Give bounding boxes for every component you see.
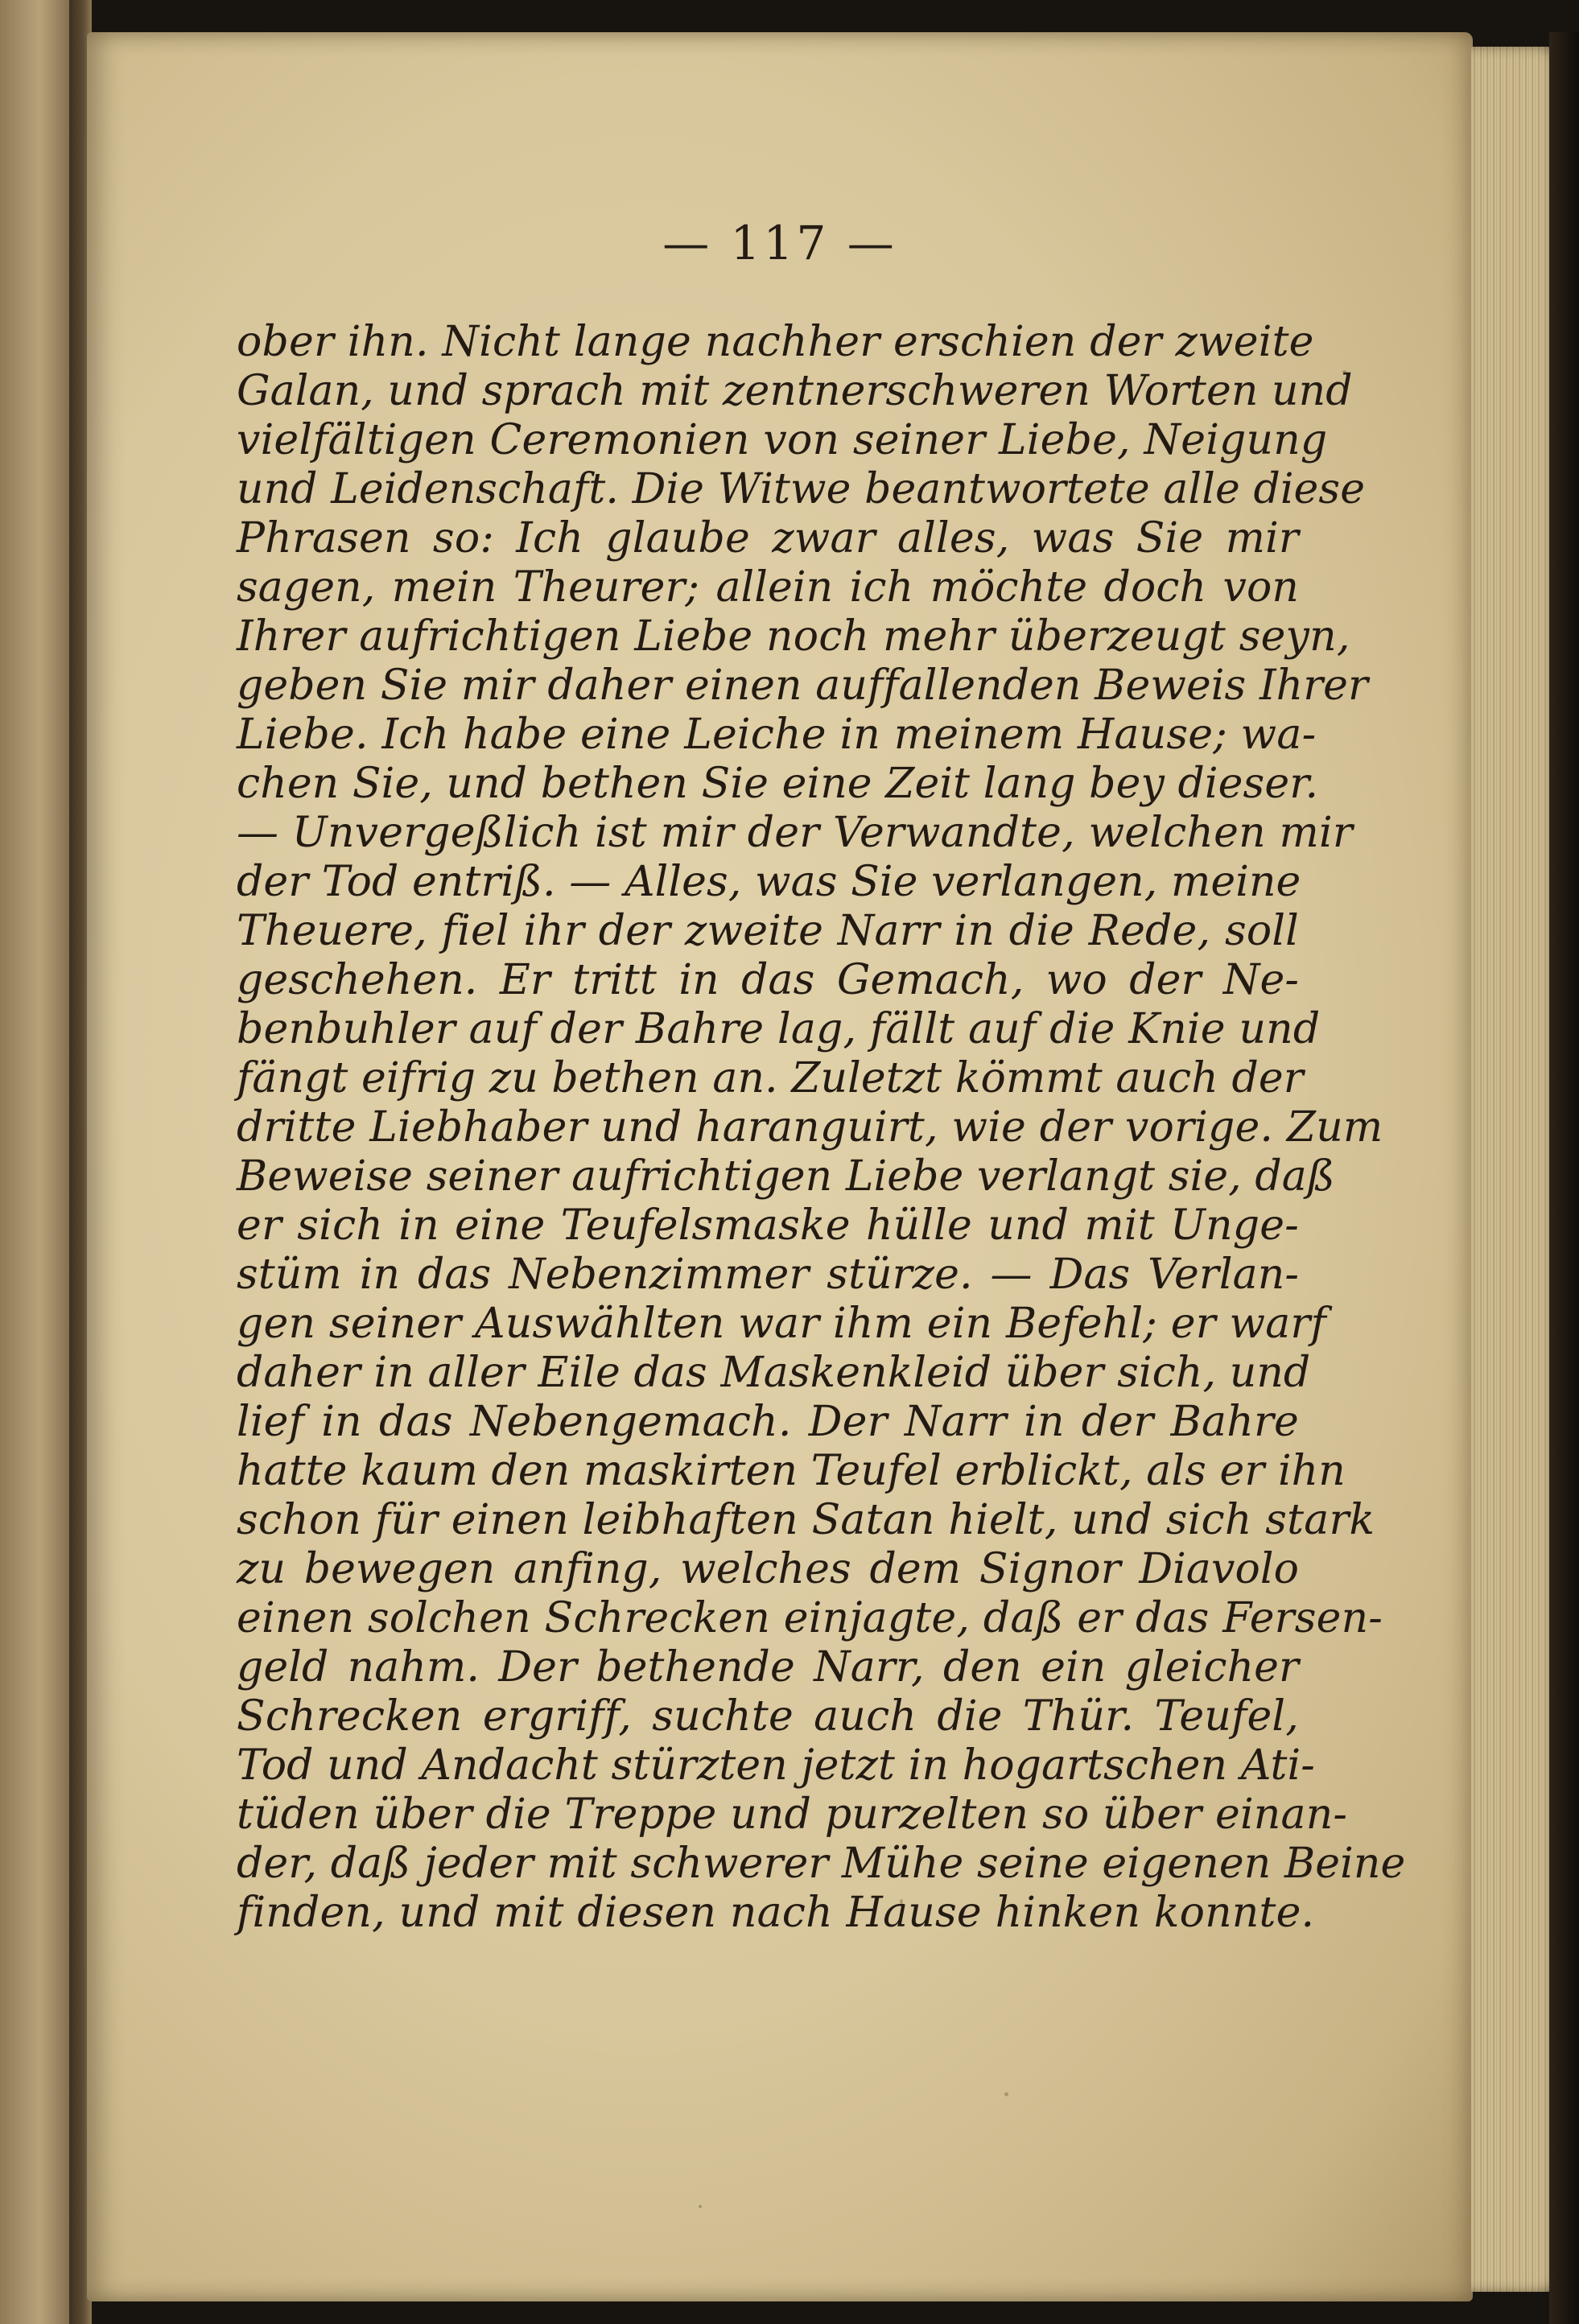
paper-speck — [699, 2205, 702, 2208]
text-line: Beweise seiner aufrichtigen Liebe verlangt sie, daß — [237, 1152, 1335, 1201]
text-line: stüm in das Nebenzimmer stürze. — Das Verlan- — [237, 1251, 1299, 1299]
text-line: Ihrer aufrichtigen Liebe noch mehr überzeugt seyn, — [237, 612, 1350, 661]
page-edges — [1471, 47, 1561, 2292]
text-line: zu bewegen anfing, welches dem Signor Diavolo — [237, 1545, 1299, 1593]
text-line: sagen, mein Theurer; allein ich möchte doch von — [237, 563, 1299, 612]
cover-shadow — [1549, 32, 1579, 2324]
paper-speck — [1004, 2092, 1008, 2096]
text-line: schon für einen leibhaften Satan hielt, und sich stark — [237, 1496, 1375, 1544]
paper-speck — [900, 1899, 903, 1904]
text-line: dritte Liebhaber und haranguirt, wie der vorige. Zum — [237, 1103, 1383, 1152]
text-line: Theuere, fiel ihr der zweite Narr in die Rede, soll — [237, 907, 1299, 955]
text-line: Schrecken ergriff, suchte auch die Thür. Teufel, — [237, 1692, 1299, 1741]
text-line: fängt eifrig zu bethen an. Zuletzt kömmt auch der — [237, 1054, 1304, 1102]
body-text — [237, 318, 1406, 1938]
text-line: geschehen. Er tritt in das Gemach, wo der Ne- — [237, 956, 1299, 1004]
text-line: finden, und mit diesen nach Hause hinken konnte. — [237, 1889, 1315, 1937]
text-line: vielfältigen Ceremonien von seiner Liebe, Neigung — [237, 416, 1328, 464]
text-line: ober ihn. Nicht lange nachher erschien der zweite — [237, 318, 1314, 366]
text-line: benbuhler auf der Bahre lag, fällt auf die Knie und — [237, 1005, 1321, 1053]
text-line: gen seiner Auswählten war ihm ein Befehl; er warf — [237, 1300, 1326, 1348]
text-line: hatte kaum den maskirten Teufel erblickt, als er ihn — [237, 1447, 1346, 1495]
text-line: daher in aller Eile das Maskenkleid über sich, und — [237, 1349, 1311, 1397]
text-line: einen solchen Schrecken einjagte, daß er das Fersen- — [237, 1594, 1383, 1642]
text-line: tüden über die Treppe und purzelten so über einan- — [237, 1790, 1348, 1839]
text-line: Galan, und sprach mit zentnerschweren Worten und — [237, 367, 1353, 415]
text-line: geben Sie mir daher einen auffallenden Beweis Ihrer — [237, 661, 1368, 710]
text-line: er sich in eine Teufelsmaske hülle und mit Unge- — [237, 1201, 1299, 1250]
page-number-header: — 117 — — [662, 216, 897, 270]
text-line: lief in das Nebengemach. Der Narr in der Bahre — [237, 1398, 1299, 1446]
text-line: Liebe. Ich habe eine Leiche in meinem Hause; wa- — [237, 711, 1317, 759]
book-page — [87, 32, 1473, 2301]
text-line: Phrasen so: Ich glaube zwar alles, was Sie mir — [237, 514, 1299, 562]
text-line: chen Sie, und bethen Sie eine Zeit lang bey dieser. — [237, 760, 1319, 808]
paper-speck — [336, 1086, 341, 1090]
text-line: der, daß jeder mit schwerer Mühe seine eigenen Beine — [237, 1840, 1406, 1888]
facing-page-edge — [0, 0, 80, 2324]
text-line: und Leidenschaft. Die Witwe beantwortete alle diese — [237, 465, 1366, 513]
text-line: — Unvergeßlich ist mir der Verwandte, welchen mir — [237, 809, 1353, 857]
text-line: geld nahm. Der bethende Narr, den ein gleicher — [237, 1643, 1299, 1691]
text-line: der Tod entriß. — Alles, was Sie verlangen, meine — [237, 858, 1301, 906]
paper-speck — [1342, 370, 1346, 373]
text-line: Tod und Andacht stürzten jetzt in hogartschen Ati- — [237, 1741, 1315, 1790]
